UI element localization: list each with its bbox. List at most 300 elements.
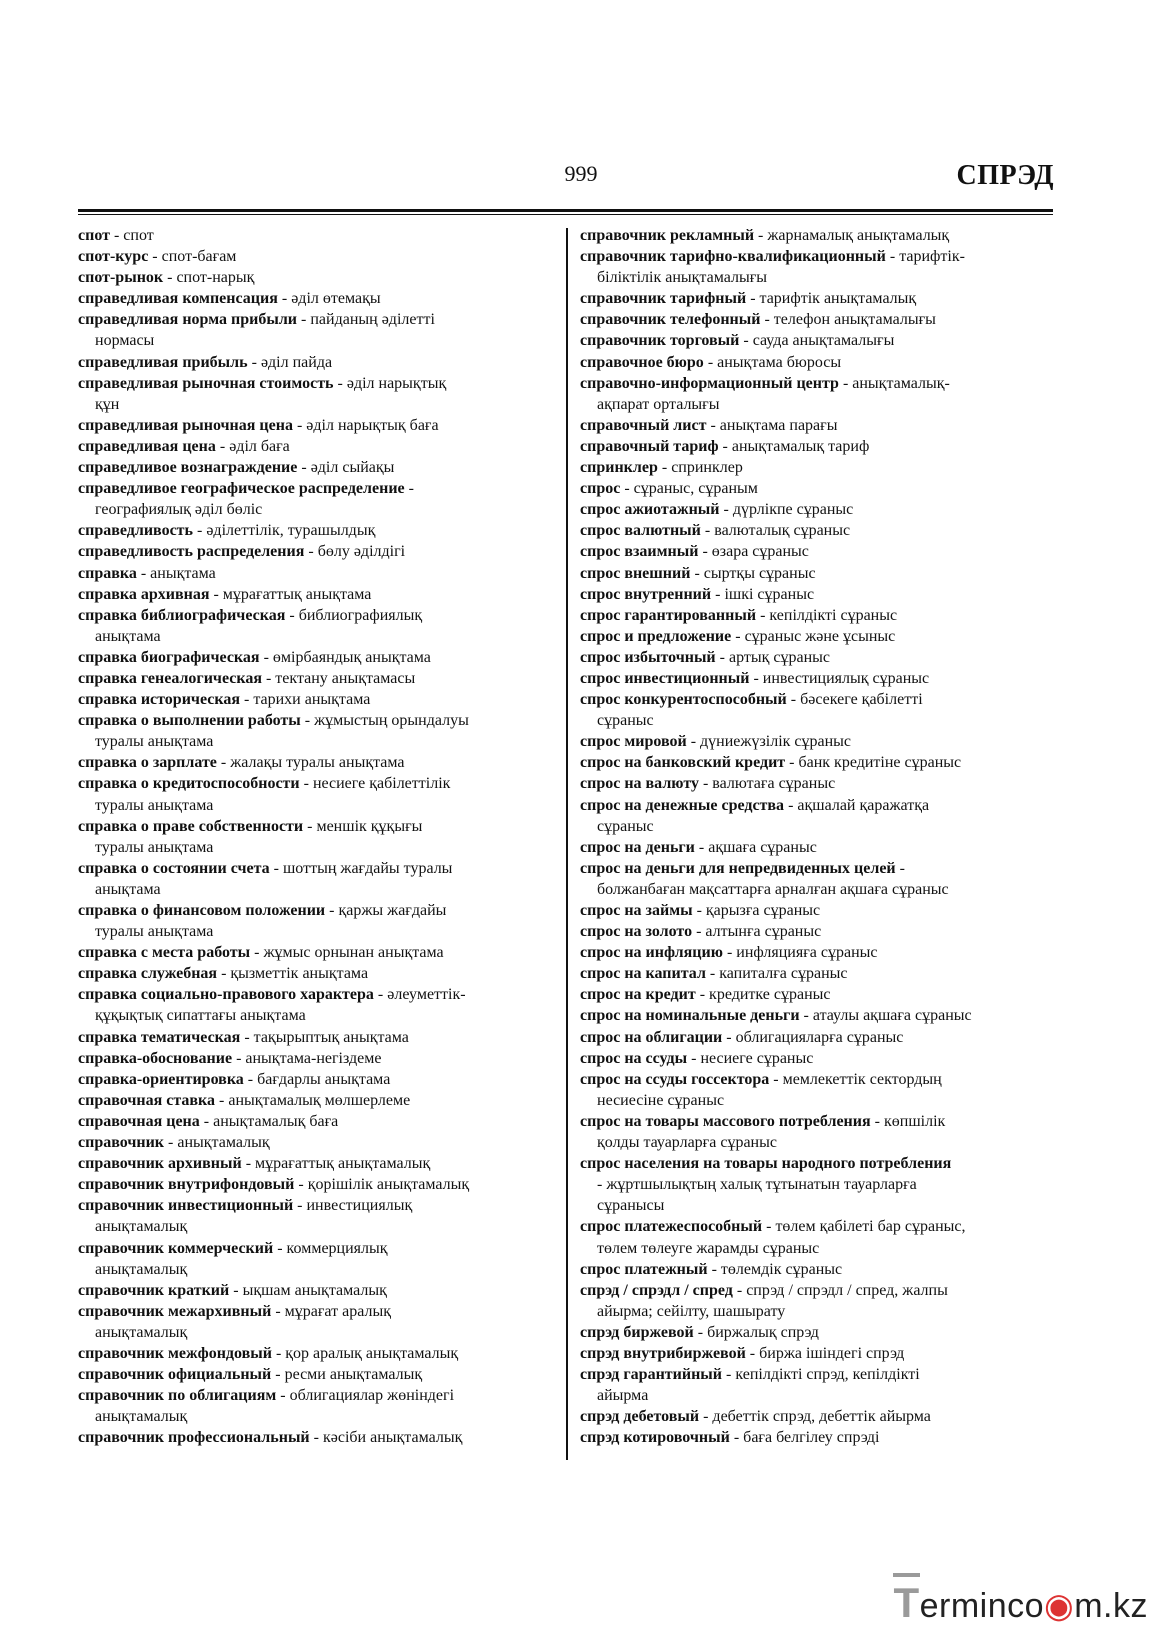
- entry-term: справедливое географическое распределение: [78, 480, 405, 498]
- dictionary-entry: [580, 963, 1058, 984]
- entry-definition: - кепілдікті спрэд, кепілдікті: [722, 1366, 920, 1384]
- entry-term: спрос внешний: [580, 564, 691, 582]
- entry-definition: - инвестициялық сұраныс: [749, 669, 930, 687]
- entry-term: справочник инвестиционный: [78, 1197, 294, 1215]
- entry-term: справочник профессиональный: [78, 1429, 310, 1447]
- entry-definition: - облигацияларға сұраныс: [722, 1028, 904, 1046]
- entry-definition-continued: туралы анықтама: [95, 838, 214, 856]
- entry-term: справка о зарплате: [78, 754, 217, 772]
- entry-definition: - жарнамалық анықтамалық: [754, 227, 950, 244]
- running-head: СПРЭД: [956, 160, 1054, 191]
- entry-definition: - анықтамалық баға: [199, 1112, 339, 1130]
- dictionary-entry: [580, 752, 1058, 773]
- entry-definition: - тарифтік-: [885, 248, 965, 266]
- header-rule-thin: [78, 214, 1053, 215]
- entry-definition: - мұрағат аралық: [271, 1302, 391, 1320]
- entry-definition: - анықтамалық тариф: [718, 437, 870, 455]
- entry-definition-continued: болжанбаған мақсаттарға арналған ақшаға сұраныс: [597, 880, 949, 898]
- entry-term: спрос: [580, 480, 621, 498]
- entry-definition: - өмірбаяндық анықтама: [259, 648, 431, 666]
- entry-definition-continued: құқықтық сипаттағы анықтама: [95, 1007, 306, 1025]
- entry-definition-continued: туралы анықтама: [95, 796, 214, 814]
- entry-term: спрос на банковский кредит: [580, 754, 786, 772]
- entry-definition: - анықтама: [136, 564, 216, 582]
- entry-term: спрэд / спрэдл / спред: [580, 1281, 733, 1299]
- entry-definition: - дүрлікпе сұраныс: [719, 501, 854, 519]
- entry-definition: - бағдарлы анықтама: [243, 1070, 391, 1088]
- entry-definition: - несиеге қабілеттілік: [299, 775, 451, 793]
- entry-definition: - валюталық сұраныс: [700, 522, 851, 540]
- dictionary-entry: [580, 795, 1058, 837]
- entry-definition: - тарихи анықтама: [239, 691, 371, 709]
- entry-definition: -: [895, 859, 905, 877]
- entry-definition: - бәсекеге қабілетті: [786, 691, 923, 709]
- dictionary-entry: [78, 520, 556, 541]
- entry-definition-continued: анықтамалық: [95, 1260, 188, 1278]
- entry-definition: - спот: [109, 227, 154, 244]
- entry-definition: - кепілдікті сұраныс: [756, 606, 898, 624]
- entry-definition: - тектану анықтамасы: [261, 669, 416, 687]
- entry-definition: - жалақы туралы анықтама: [216, 754, 405, 772]
- entry-term: справка о выполнении работы: [78, 712, 301, 730]
- entry-term: справка о кредитоспособности: [78, 775, 300, 793]
- dictionary-entry: [580, 1406, 1058, 1427]
- dictionary-entry: [580, 900, 1058, 921]
- entry-term: справочник по облигациям: [78, 1387, 277, 1405]
- dictionary-entry: [78, 900, 556, 942]
- dictionary-entry: [580, 309, 1058, 330]
- entry-definition-continued: ақпарат орталығы: [597, 395, 720, 413]
- dictionary-entry: [580, 647, 1058, 668]
- entry-definition: - әділеттілік, турашылдық: [193, 522, 376, 540]
- dictionary-entry: [580, 731, 1058, 752]
- dictionary-entry: [580, 246, 1058, 288]
- termincom-watermark: [893, 1579, 1148, 1627]
- entry-definition: - әлеуметтік-: [373, 986, 466, 1004]
- entry-definition: - валютаға сұраныс: [698, 775, 836, 793]
- entry-term: спрос на деньги: [580, 838, 695, 856]
- dictionary-entry: [78, 352, 556, 373]
- entry-definition: - әділ нарықтық баға: [292, 416, 439, 434]
- entry-term: спрос на кредит: [580, 986, 696, 1004]
- entry-term: спрос на ссуды госсектора: [580, 1070, 770, 1088]
- dictionary-entry: [580, 1322, 1058, 1343]
- dictionary-entry: [78, 1364, 556, 1385]
- dictionary-entry: [580, 478, 1058, 499]
- dictionary-entry: [580, 457, 1058, 478]
- entry-definition: - қаржы жағдайы: [325, 902, 447, 919]
- entry-term: спрэд биржевой: [580, 1323, 694, 1341]
- entry-definition: - мұрағаттық анықтама: [209, 585, 372, 603]
- entry-definition: - ықшам анықтамалық: [229, 1281, 387, 1299]
- entry-definition: - сұраныс, сұраным: [620, 480, 758, 498]
- entry-definition: - қор аралық анықтамалық: [271, 1344, 459, 1362]
- entry-definition: - банк кредитіне сұраныс: [785, 754, 962, 772]
- entry-term: спрос гарантированный: [580, 606, 757, 624]
- entry-definition: - сыртқы сұраныс: [690, 564, 816, 582]
- dictionary-entry: [78, 668, 556, 689]
- entry-definition-continued: анықтама: [95, 880, 161, 898]
- dictionary-entry: [78, 689, 556, 710]
- entry-term: спрос на капитал: [580, 965, 706, 983]
- entry-term: справочник коммерческий: [78, 1239, 274, 1257]
- dictionary-entry: [580, 373, 1058, 415]
- entry-definition: - бөлу әділдігі: [304, 543, 406, 561]
- entry-definition-continued: анықтамалық: [95, 1408, 188, 1426]
- entry-definition: - анықтамалық: [164, 1134, 270, 1152]
- entry-definition: - әділ баға: [215, 437, 290, 455]
- entry-term: справка историческая: [78, 691, 240, 709]
- entry-term: спрэд гарантийный: [580, 1366, 723, 1384]
- dictionary-entry: [580, 563, 1058, 584]
- right-column: [580, 225, 1058, 1448]
- entry-term: спрос инвестиционный: [580, 669, 750, 687]
- dictionary-entry: [78, 942, 556, 963]
- entry-term: справедливость распределения: [78, 543, 305, 561]
- column-divider: [566, 228, 568, 1460]
- entry-definition: - сауда анықтамалығы: [739, 332, 895, 350]
- dictionary-entry: [580, 1259, 1058, 1280]
- dictionary-entry: [78, 1238, 556, 1280]
- dictionary-entry: [78, 267, 556, 288]
- entry-definition: - инвестициялық: [293, 1197, 413, 1215]
- entry-definition: - жұмыс орнынан анықтама: [250, 944, 444, 962]
- page-number: 999: [564, 161, 598, 186]
- entry-definition-continued: қолды тауарларға сұраныс: [597, 1134, 777, 1152]
- dictionary-entry: [78, 1343, 556, 1364]
- entry-term: справедливая цена: [78, 437, 216, 455]
- dictionary-entry: [580, 499, 1058, 520]
- entry-term: спрос валютный: [580, 522, 701, 540]
- entry-definition: - қызметтік анықтама: [217, 965, 369, 983]
- entry-definition-continued: анықтама: [95, 627, 161, 645]
- dictionary-entry: [580, 668, 1058, 689]
- dictionary-entry: [580, 330, 1058, 351]
- entry-term: справочник тарифный: [580, 290, 747, 308]
- entry-definition: - анықтамалық-: [838, 374, 950, 392]
- entry-definition: - қорішілік анықтамалық: [294, 1176, 470, 1194]
- entry-definition: - дүниежүзілік сұраныс: [686, 733, 852, 751]
- entry-term: спрос взаимный: [580, 543, 699, 561]
- entry-definition: - меншік құқығы: [303, 817, 423, 835]
- entry-term: справедливая компенсация: [78, 290, 278, 308]
- entry-term: справка тематическая: [78, 1028, 241, 1046]
- entry-definition: - тақырыптық анықтама: [240, 1028, 409, 1046]
- entry-definition: - биржа ішіндегі спрэд: [745, 1344, 905, 1362]
- entry-definition: - ақшаға сұраныс: [694, 838, 817, 856]
- entry-term: спрос внутренний: [580, 585, 712, 603]
- entry-definition: - ақшалай қаражатқа: [784, 796, 930, 814]
- entry-term: справка архивная: [78, 585, 210, 603]
- dictionary-entry: [580, 541, 1058, 562]
- entry-definition-continued: сұранысы: [597, 1197, 665, 1215]
- dictionary-entry: [580, 415, 1058, 436]
- dictionary-entry: [78, 984, 556, 1026]
- dictionary-entry: [580, 858, 1058, 900]
- entry-term: справедливая рыночная стоимость: [78, 374, 334, 392]
- entry-term: справочник архивный: [78, 1155, 242, 1173]
- entry-definition: - анықтама парағы: [706, 416, 838, 434]
- entry-definition-continued: географиялық әділ бөліс: [95, 501, 263, 519]
- entry-term: справедливое вознаграждение: [78, 459, 298, 477]
- entry-term: справочная ставка: [78, 1091, 216, 1109]
- watermark-text-a: ermincо: [919, 1587, 1045, 1625]
- entry-term: справка о состоянии счета: [78, 859, 270, 877]
- entry-term: спрос платежеспособный: [580, 1218, 763, 1236]
- dictionary-entry: [580, 626, 1058, 647]
- dictionary-entry: [78, 816, 556, 858]
- dictionary-entry: [580, 605, 1058, 626]
- dictionary-entry: [78, 963, 556, 984]
- entry-definition: - коммерциялық: [273, 1239, 388, 1257]
- entry-term: справочно-информационный центр: [580, 374, 839, 392]
- entry-term: спот-курс: [78, 248, 149, 266]
- dictionary-entry: [580, 837, 1058, 858]
- entry-definition: - атаулы ақшаға сұраныс: [799, 1007, 972, 1025]
- entry-term: справочник внутрифондовый: [78, 1176, 295, 1194]
- entry-term: справка о финансовом положении: [78, 902, 326, 919]
- entry-term: спрос населения на товары народного потребления: [580, 1155, 952, 1173]
- entry-definition: - ресми анықтамалық: [271, 1366, 423, 1384]
- entry-term: справочный тариф: [580, 437, 719, 455]
- dictionary-entry: [78, 415, 556, 436]
- entry-term: спот: [78, 227, 110, 244]
- entry-term: спот-рынок: [78, 269, 164, 287]
- entry-term: справка о праве собственности: [78, 817, 304, 835]
- entry-term: спрос на товары массового потребления: [580, 1112, 871, 1130]
- entry-term: спрос на золото: [580, 923, 693, 941]
- entry-definition: - облигациялар жөніндегі: [276, 1387, 455, 1405]
- entry-definition: - анықтама бюросы: [703, 353, 842, 371]
- entry-definition-continued: анықтамалық: [95, 1323, 188, 1341]
- entry-term: спрос избыточный: [580, 648, 716, 666]
- dictionary-entry: [580, 584, 1058, 605]
- dictionary-entry: [78, 1153, 556, 1174]
- dictionary-entry: [78, 1195, 556, 1237]
- entry-definition: - телефон анықтамалығы: [760, 311, 936, 329]
- entry-definition: - инфляцияға сұраныс: [722, 944, 878, 962]
- entry-definition-continued: - жұртшылықтың халық тұтынатын тауарларға: [597, 1176, 917, 1194]
- left-column: [78, 225, 556, 1448]
- dictionary-entry: [580, 942, 1058, 963]
- entry-definition-continued: несиесіне сұраныс: [597, 1091, 725, 1109]
- entry-term: справочник официальный: [78, 1366, 272, 1384]
- entry-term: справка социально-правового характера: [78, 986, 374, 1004]
- entry-definition: - өзара сұраныс: [698, 543, 809, 561]
- entry-term: спрос на денежные средства: [580, 796, 785, 814]
- dictionary-entry: [580, 1427, 1058, 1448]
- entry-term: справочник телефонный: [580, 311, 761, 329]
- entry-definition: - баға белгілеу спрэді: [729, 1429, 880, 1447]
- globe-icon: ◉: [1044, 1587, 1075, 1625]
- entry-definition: - мұрағаттық анықтамалық: [241, 1155, 431, 1173]
- entry-term: спрэд внутрибиржевой: [580, 1344, 746, 1362]
- entry-definition: - мемлекеттік сектордың: [769, 1070, 942, 1088]
- entry-term: справка генеалогическая: [78, 669, 262, 687]
- entry-definition-continued: сұраныс: [597, 712, 654, 730]
- entry-term: справочник рекламный: [580, 227, 755, 244]
- entry-term: спрос на ссуды: [580, 1049, 688, 1067]
- dictionary-entry: [78, 1090, 556, 1111]
- dictionary-entry: [78, 605, 556, 647]
- entry-definition: - кредитке сұраныс: [695, 986, 831, 1004]
- entry-term: спрос платежный: [580, 1260, 708, 1278]
- entry-term: справедливая прибыль: [78, 353, 248, 371]
- entry-term: спрос на деньги для непредвиденных целей: [580, 859, 896, 877]
- entry-definition: - әділ нарықтық: [333, 374, 447, 392]
- entry-definition-continued: сұраныс: [597, 817, 654, 835]
- entry-term: справочная цена: [78, 1112, 200, 1130]
- dictionary-entry: [580, 436, 1058, 457]
- dictionary-entry: [78, 373, 556, 415]
- entry-definition-continued: нормасы: [95, 332, 155, 350]
- entry-term: справочное бюро: [580, 353, 704, 371]
- dictionary-entry: [78, 1385, 556, 1427]
- dictionary-entry: [580, 773, 1058, 794]
- dictionary-entry: [78, 1174, 556, 1195]
- entry-term: спрэд дебетовый: [580, 1408, 700, 1426]
- entry-definition: - библиографиялық: [285, 606, 423, 624]
- entry-definition: - төлемдік сұраныс: [707, 1260, 843, 1278]
- entry-term: справка служебная: [78, 965, 218, 983]
- header-rule-thick: [78, 209, 1053, 212]
- entry-definition: - көпшілік: [870, 1112, 946, 1130]
- dictionary-entry: [78, 457, 556, 478]
- dictionary-entry: [78, 563, 556, 584]
- dictionary-entry: [580, 1069, 1058, 1111]
- dictionary-entry: [580, 1216, 1058, 1258]
- entry-definition: - капиталға сұраныс: [705, 965, 848, 983]
- entry-term: справка-обоснование: [78, 1049, 233, 1067]
- entry-definition-continued: туралы анықтама: [95, 733, 214, 751]
- dictionary-entry: [78, 1427, 556, 1448]
- entry-definition: - әділ сыйақы: [297, 459, 395, 477]
- entry-definition: - анықтамалық мөлшерлеме: [215, 1091, 411, 1109]
- dictionary-entry: [78, 1301, 556, 1343]
- entry-definition: - төлем қабілеті бар сұраныс,: [762, 1218, 966, 1236]
- entry-definition: - спот-бағам: [148, 248, 237, 266]
- dictionary-entry: [580, 689, 1058, 731]
- entry-term: справочник краткий: [78, 1281, 230, 1299]
- entry-definition: - спот-нарық: [163, 269, 255, 287]
- entry-definition: - сұраныс және ұсыныс: [731, 627, 896, 645]
- dictionary-entry: [580, 1153, 1058, 1216]
- entry-term: спрос конкурентоспособный: [580, 691, 787, 709]
- dictionary-entry: [78, 752, 556, 773]
- dictionary-entry: [78, 1048, 556, 1069]
- dictionary-entry: [580, 1111, 1058, 1153]
- entry-term: спрос на инфляцию: [580, 944, 723, 962]
- entry-term: справедливая норма прибыли: [78, 311, 298, 329]
- dictionary-entry: [580, 1280, 1058, 1322]
- dictionary-entry: [78, 541, 556, 562]
- watermark-t: T: [893, 1573, 919, 1626]
- entry-term: справочник тарифно-квалификационный: [580, 248, 886, 266]
- entry-term: справка: [78, 564, 137, 582]
- entry-term: справедливость: [78, 522, 193, 540]
- entry-definition: - спрэд / спрэдл / спред, жалпы: [732, 1281, 948, 1299]
- entry-definition: - дебеттік спрэд, дебеттік айырма: [699, 1408, 931, 1426]
- dictionary-entry: [78, 1111, 556, 1132]
- dictionary-entry: [580, 288, 1058, 309]
- entry-definition: - шоттың жағдайы туралы: [269, 859, 453, 877]
- entry-term: спрос на номинальные деньги: [580, 1007, 800, 1025]
- entry-definition-continued: айырма; сейілту, шашырату: [597, 1302, 786, 1320]
- entry-definition: - қарызға сұраныс: [692, 902, 821, 919]
- dictionary-entry: [580, 1005, 1058, 1026]
- entry-definition: - спринклер: [657, 459, 743, 477]
- dictionary-entry: [78, 225, 556, 246]
- dictionary-entry: [580, 352, 1058, 373]
- entry-definition: - кәсіби анықтамалық: [309, 1429, 463, 1447]
- entry-definition-continued: айырма: [597, 1387, 649, 1405]
- entry-term: справочник межфондовый: [78, 1344, 272, 1362]
- entry-term: спрос на валюту: [580, 775, 699, 793]
- entry-term: справочник торговый: [580, 332, 740, 350]
- dictionary-entry: [580, 1343, 1058, 1364]
- dictionary-entry: [78, 288, 556, 309]
- entry-term: спрос на облигации: [580, 1028, 723, 1046]
- dictionary-entry: [580, 1027, 1058, 1048]
- entry-definition: - тарифтік анықтамалық: [746, 290, 917, 308]
- dictionary-entry: [78, 1280, 556, 1301]
- entry-term: спрос мировой: [580, 733, 687, 751]
- entry-term: спринклер: [580, 459, 658, 477]
- entry-definition-continued: біліктілік анықтамалығы: [597, 269, 767, 287]
- dictionary-entry: [78, 647, 556, 668]
- entry-term: спрос ажиотажный: [580, 501, 720, 519]
- dictionary-entry: [580, 921, 1058, 942]
- dictionary-entry: [78, 309, 556, 351]
- entry-definition: - биржалық спрэд: [693, 1323, 819, 1341]
- entry-definition: - алтынға сұраныс: [692, 923, 822, 941]
- entry-definition: - пайданың әділетті: [297, 311, 435, 329]
- dictionary-entry: [580, 1048, 1058, 1069]
- entry-term: спрос на займы: [580, 902, 693, 919]
- dictionary-entry: [78, 858, 556, 900]
- entry-definition: - әділ пайда: [247, 353, 333, 371]
- dictionary-entry: [78, 1027, 556, 1048]
- entry-definition: - несиеге сұраныс: [687, 1049, 814, 1067]
- dictionary-entry: [78, 1069, 556, 1090]
- entry-definition: - ішкі сұраныс: [711, 585, 815, 603]
- dictionary-entry: [580, 520, 1058, 541]
- entry-term: справка библиографическая: [78, 606, 286, 624]
- entry-term: справка с места работы: [78, 944, 251, 962]
- dictionary-entry: [78, 710, 556, 752]
- watermark-text-b: m.kz: [1074, 1587, 1148, 1625]
- dictionary-entry: [580, 225, 1058, 246]
- entry-definition: - жұмыстың орындалуы: [300, 712, 469, 730]
- entry-term: справка биографическая: [78, 648, 260, 666]
- entry-definition-continued: анықтамалық: [95, 1218, 188, 1236]
- entry-definition: - әділ өтемақы: [277, 290, 381, 308]
- dictionary-entry: [78, 478, 556, 520]
- entry-definition-continued: құн: [95, 395, 120, 413]
- entry-definition: - артық сұраныс: [715, 648, 831, 666]
- dictionary-entry: [580, 1364, 1058, 1406]
- entry-term: спрэд котировочный: [580, 1429, 730, 1447]
- entry-term: справка-ориентировка: [78, 1070, 244, 1088]
- dictionary-entry: [78, 436, 556, 457]
- entry-term: справочник: [78, 1134, 165, 1152]
- dictionary-entry: [78, 773, 556, 815]
- dictionary-entry: [78, 584, 556, 605]
- entry-term: спрос и предложение: [580, 627, 732, 645]
- entry-definition-continued: төлем төлеуге жарамды сұраныс: [597, 1239, 820, 1257]
- dictionary-entry: [78, 1132, 556, 1153]
- entry-term: справедливая рыночная цена: [78, 416, 293, 434]
